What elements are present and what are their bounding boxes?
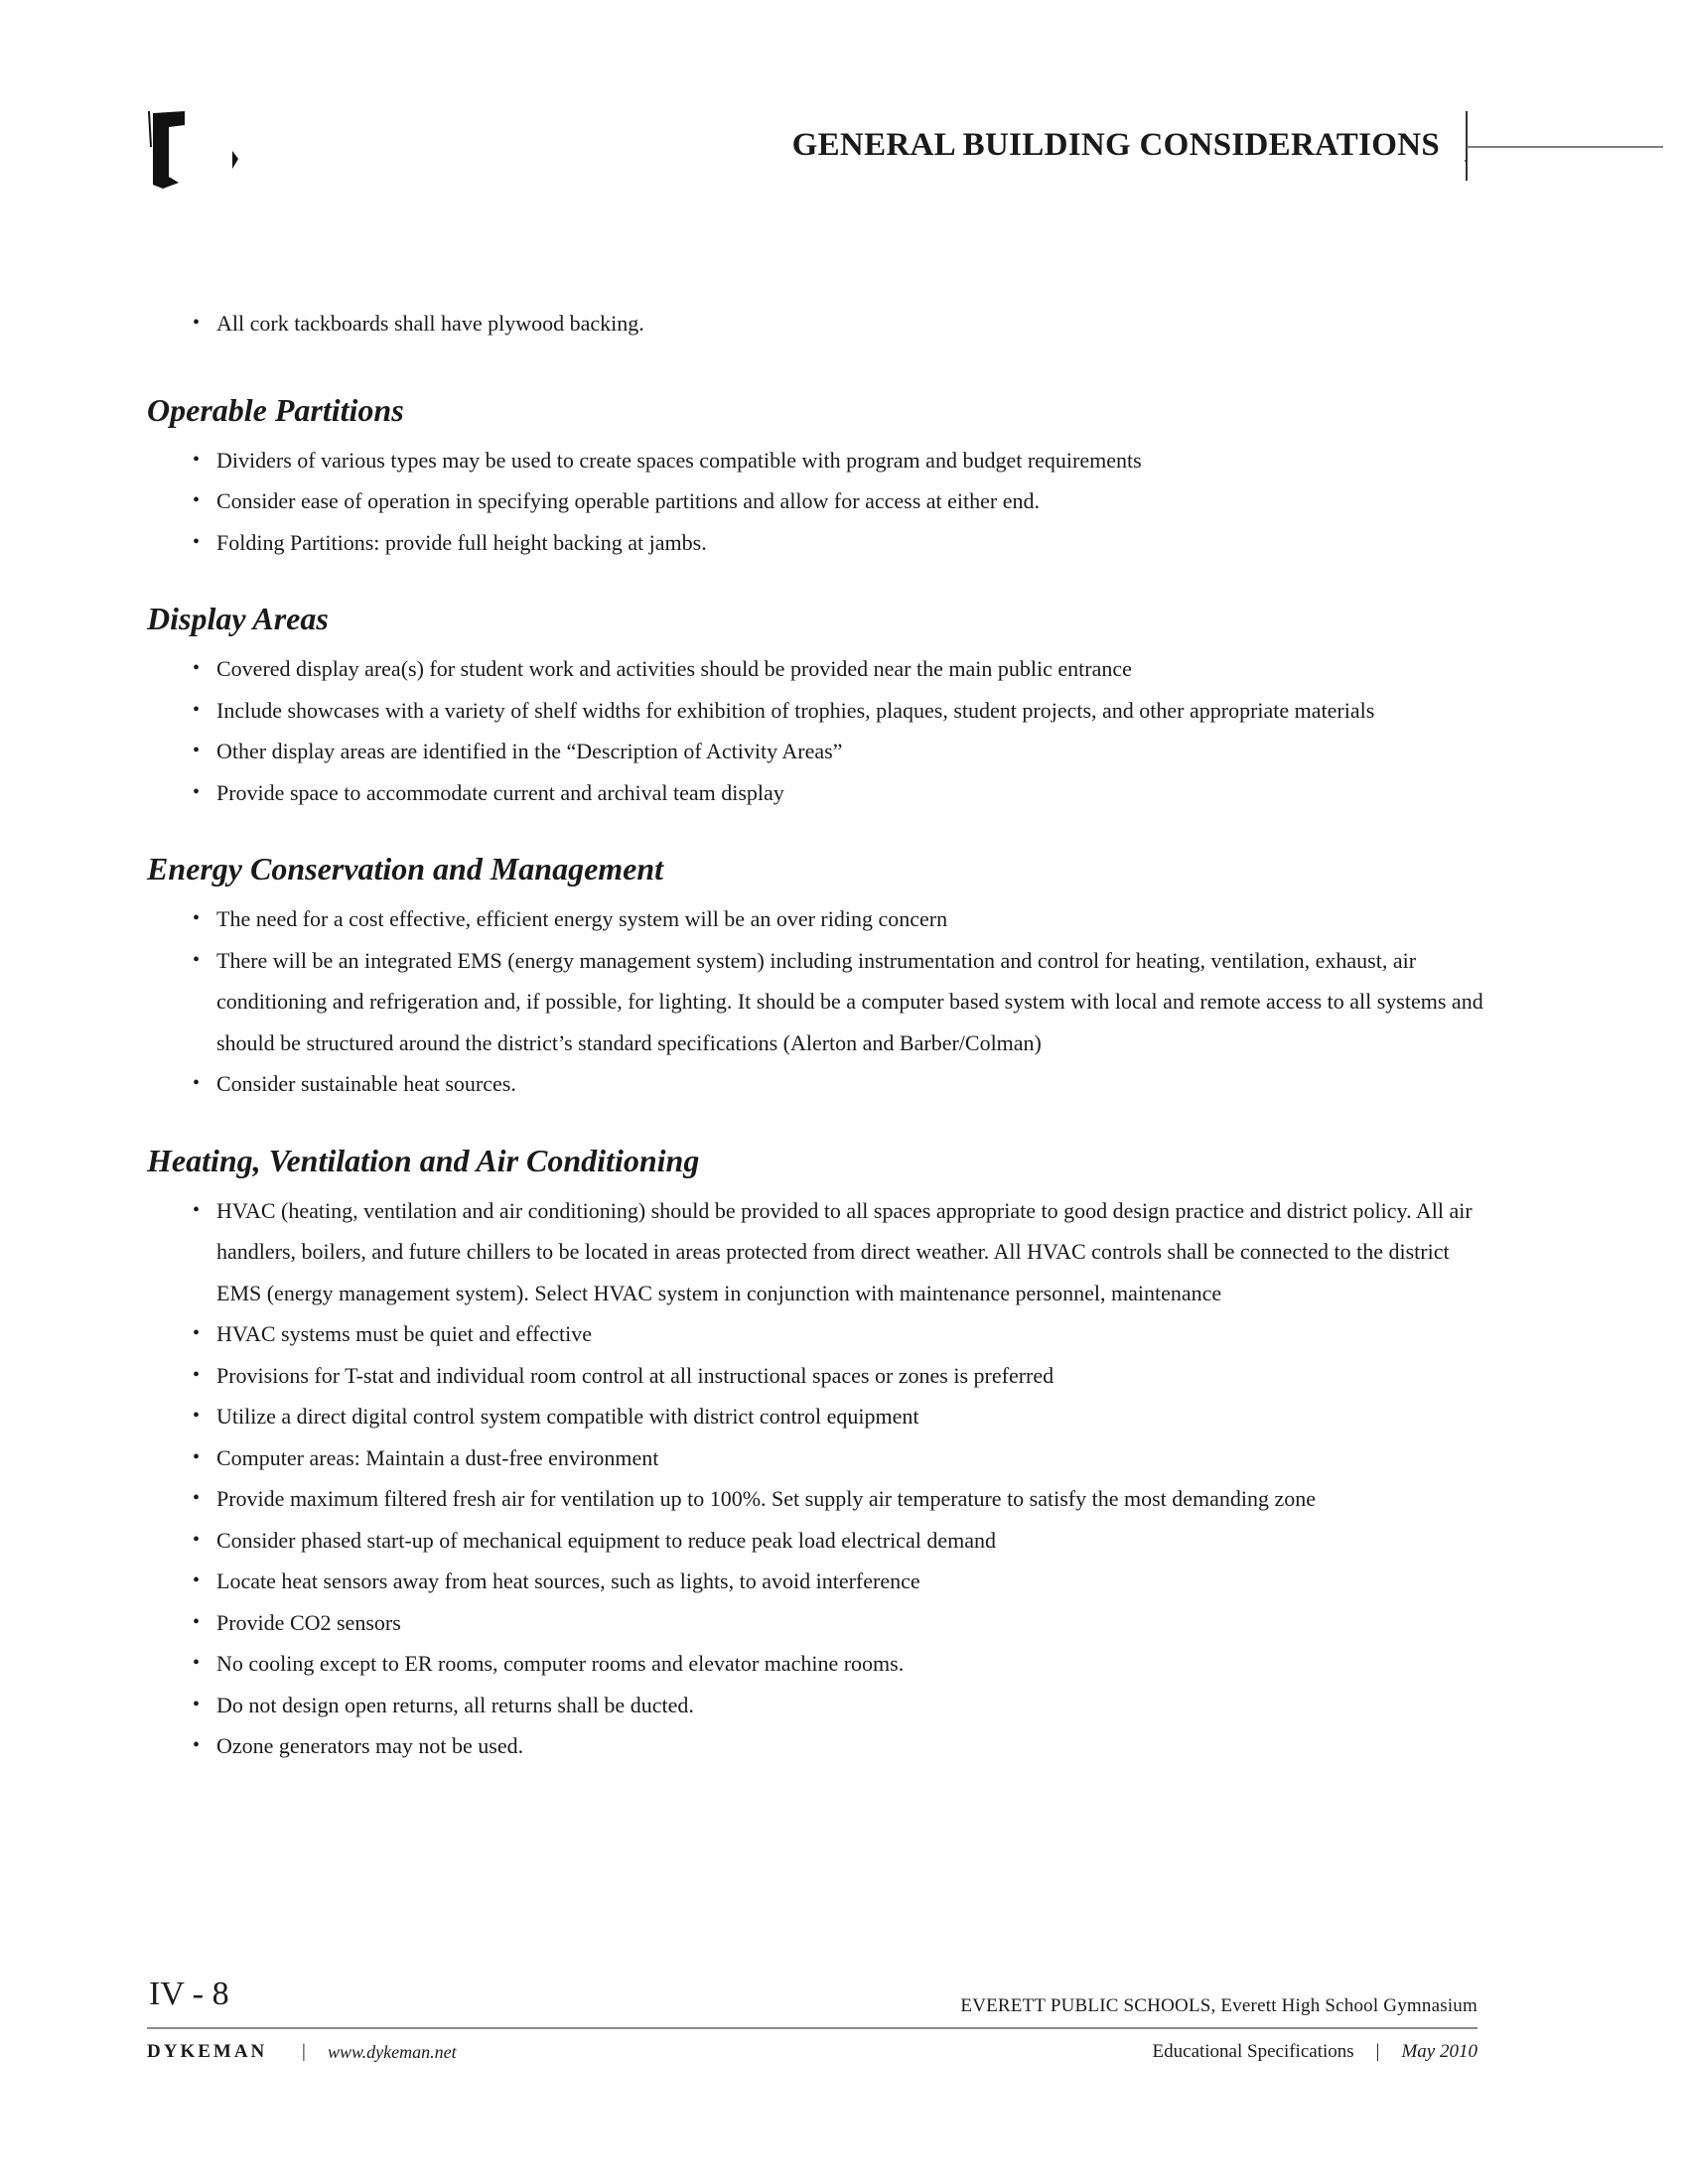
list-item: • Folding Partitions: provide full height backing at jambs. [147, 522, 1487, 564]
dykeman-corner-mark-icon [145, 107, 244, 197]
list-item: • Other display areas are identified in the “Description of Activity Areas” [147, 731, 1487, 772]
list-item: • HVAC systems must be quiet and effective [147, 1313, 1487, 1355]
section-heading: Energy Conservation and Management [147, 851, 664, 887]
section-hvac [147, 1141, 1487, 1767]
footer-school-name: EVERETT PUBLIC SCHOOLS, Everett High School Gymnasium [960, 1995, 1477, 2016]
footer-website: www.dykeman.net [328, 2042, 457, 2062]
list-item: • Consider phased start-up of mechanical equipment to reduce peak load electrical demand [147, 1520, 1487, 1562]
list-item: • Dividers of various types may be used to create spaces compatible with program and budget requirements [147, 440, 1487, 481]
list-item: • No cooling except to ER rooms, computer rooms and elevator machine rooms. [147, 1643, 1487, 1685]
footer-separator: | [1375, 2041, 1380, 2062]
list-item: • Do not design open returns, all returns shall be ducted. [147, 1685, 1487, 1726]
section-heading: Display Areas [147, 601, 329, 636]
list-item: • Locate heat sensors away from heat sources, such as lights, to avoid interference [147, 1561, 1487, 1602]
footer-doc-type: Educational Specifications [1152, 2041, 1354, 2062]
list-item: • Provide CO2 sensors [147, 1602, 1487, 1644]
section-operable-partitions [147, 390, 1487, 564]
page-header-title: GENERAL BUILDING CONSIDERATIONS [791, 127, 1440, 163]
list-item: • Consider sustainable heat sources. [147, 1063, 1487, 1105]
footer-divider [147, 2027, 1477, 2029]
page-number: IV - 8 [149, 1976, 229, 2012]
footer-separator: | [302, 2041, 306, 2062]
footer-doc-info [1153, 2041, 1477, 2063]
list-item: • Include showcases with a variety of shelf widths for exhibition of trophies, plaques, student projects, and other appropriate materials [147, 690, 1487, 732]
list-item: • Provisions for T-stat and individual room control at all instructional spaces or zones is preferred [147, 1355, 1487, 1397]
section-display-areas [147, 599, 1487, 813]
list-item: • Computer areas: Maintain a dust-free environment [147, 1437, 1487, 1479]
list-item: • There will be an integrated EMS (energy management system) including instrumentation and control for heating, ventilation, exhaust, air conditioning and refrigeration and, if possible, for lighting. It should be a computer based system with local and remote access to all systems and should be structured around the district’s standard specifications (Alerton and Barber/Colman) [147, 940, 1487, 1064]
list-item: • The need for a cost effective, efficient energy system will be an over riding concern [147, 898, 1487, 940]
intro-section [147, 303, 1487, 344]
header-rule-mark [1465, 111, 1663, 191]
section-energy-conservation [147, 849, 1487, 1105]
section-heading: Operable Partitions [147, 391, 404, 428]
list-item: • Provide space to accommodate current and archival team display [147, 772, 1487, 814]
list-item: • Provide maximum filtered fresh air for ventilation up to 100%. Set supply air temperature to satisfy the most demanding zone [147, 1478, 1487, 1520]
footer-date: May 2010 [1401, 2041, 1477, 2062]
list-item: • Ozone generators may not be used. [147, 1725, 1487, 1767]
list-item: • All cork tackboards shall have plywood backing. [147, 303, 1487, 344]
section-heading: Heating, Ventilation and Air Conditioning [147, 1142, 700, 1178]
page-content [147, 303, 1487, 1803]
list-item: • Covered display area(s) for student work and activities should be provided near the main public entrance [147, 648, 1487, 690]
list-item: • Utilize a direct digital control system compatible with district control equipment [147, 1396, 1487, 1437]
list-item: • HVAC (heating, ventilation and air conditioning) should be provided to all spaces appropriate to good design practice and district policy. All air handlers, boilers, and future chillers to be located in areas protected from direct weather. All HVAC controls shall be connected to the district EMS (energy management system). Select HVAC system in conjunction with maintenance personnel, maintenance [147, 1190, 1487, 1314]
list-item: • Consider ease of operation in specifying operable partitions and allow for access at either end. [147, 480, 1487, 522]
footer-firm-name: DYKEMAN [147, 2041, 268, 2062]
